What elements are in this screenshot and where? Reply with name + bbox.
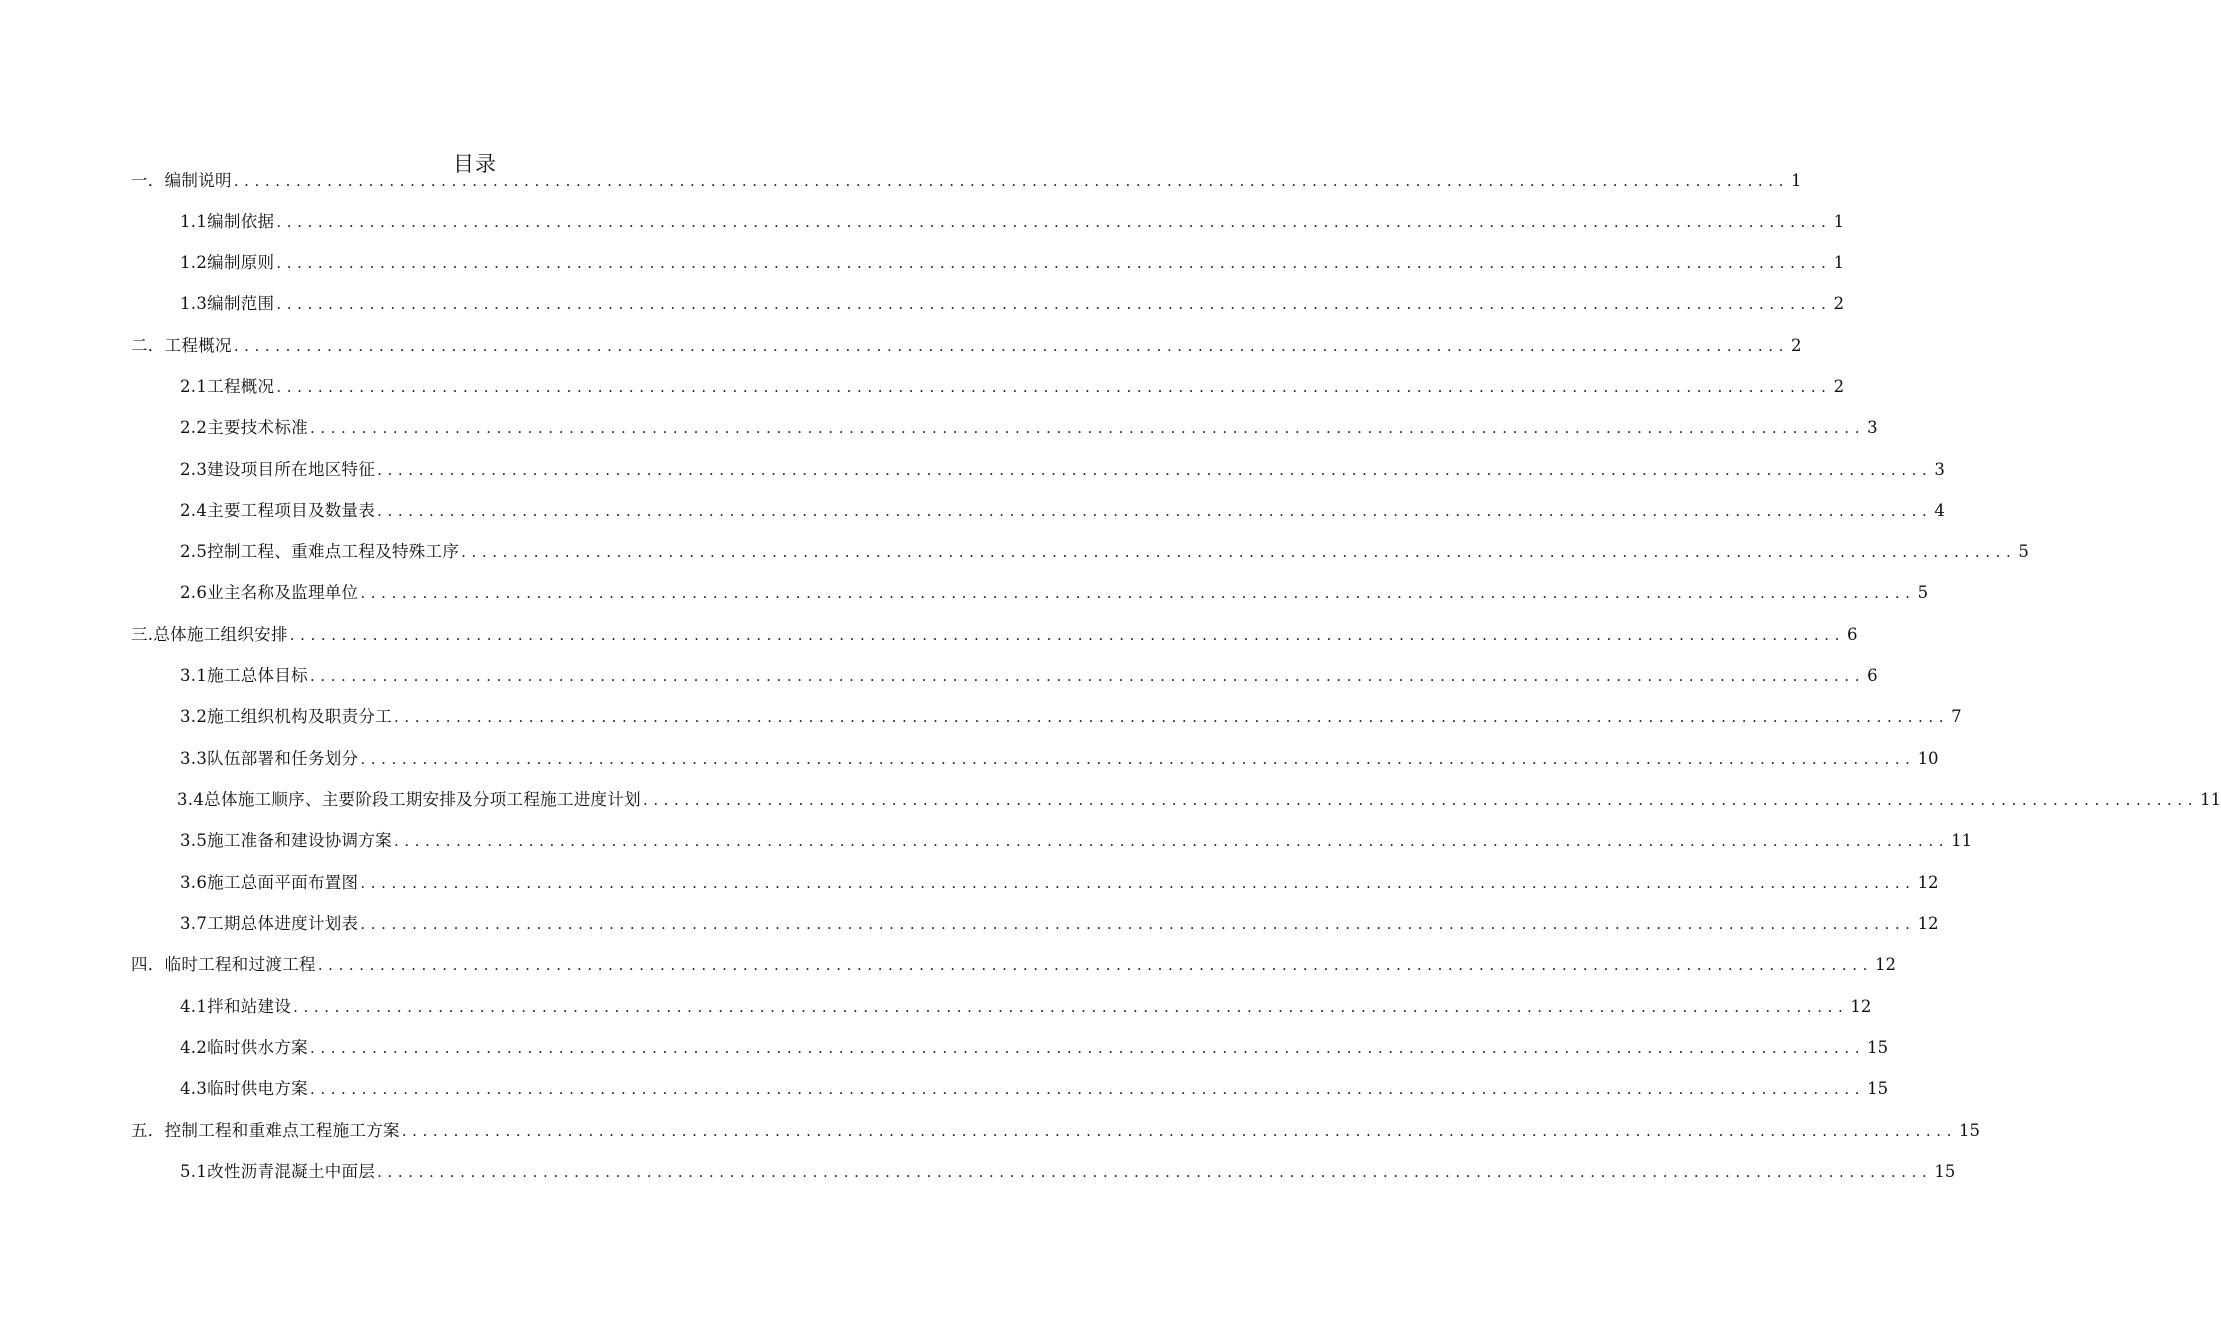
toc-page-number: 3 <box>1867 418 1878 437</box>
toc-entry-title: 3.2施工组织机构及职责分工 <box>180 707 392 726</box>
toc-dot-leader: ...................................................................................................................................................... <box>309 667 1866 685</box>
toc-entry[interactable] <box>131 333 1802 357</box>
toc-entry-title: 二．工程概况 <box>131 336 232 355</box>
toc-entry[interactable] <box>180 828 1973 852</box>
toc-page-number: 15 <box>1934 1162 1956 1181</box>
toc-dot-leader: ...................................................................................................................................................... <box>309 1039 1866 1057</box>
toc-entry[interactable] <box>180 209 1845 233</box>
toc-entry[interactable] <box>180 1035 1889 1059</box>
toc-entry-title: 3.1施工总体目标 <box>180 666 308 685</box>
toc-entry-title: 2.6业主名称及监理单位 <box>180 583 359 602</box>
toc-entry[interactable] <box>180 870 1939 894</box>
toc-entry[interactable] <box>180 580 1929 604</box>
toc-dot-leader: ...................................................................................................................................................... <box>642 791 2199 809</box>
toc-dot-leader: ...................................................................................................................................................... <box>360 750 1916 768</box>
toc-entry-title: 4.2临时供水方案 <box>180 1038 308 1057</box>
toc-entry-title: 1.1编制依据 <box>180 212 275 231</box>
toc-dot-leader: ...................................................................................................................................................... <box>377 1163 1933 1181</box>
toc-entry-title: 四．临时工程和过渡工程 <box>131 955 316 974</box>
toc-entry-title: 3.6施工总面平面布置图 <box>180 873 359 892</box>
toc-dot-leader: ...................................................................................................................................................... <box>377 461 1933 479</box>
toc-page-number: 5 <box>1917 583 1929 602</box>
toc-entry-title: 3.4总体施工顺序、主要阶段工期安排及分项工程施工进度计划 <box>177 790 641 809</box>
toc-entry[interactable] <box>131 952 1897 976</box>
toc-dot-leader: ...................................................................................................................................................... <box>360 874 1916 892</box>
toc-page-number: 15 <box>1867 1038 1889 1057</box>
toc-entry[interactable] <box>131 1118 1981 1142</box>
toc-page-number: 2 <box>1833 377 1845 396</box>
toc-entry-title: 2.4主要工程项目及数量表 <box>180 501 376 520</box>
toc-entry-title: 5.1改性沥青混凝土中面层 <box>180 1162 376 1181</box>
toc-page-number: 1 <box>1791 171 1802 190</box>
toc-page-number: 3 <box>1934 460 1945 479</box>
toc-page-number: 15 <box>1867 1079 1889 1098</box>
toc-page-number: 2 <box>1833 294 1845 313</box>
toc-entry-title: 五．控制工程和重难点工程施工方案 <box>131 1121 400 1140</box>
toc-page-number: 5 <box>2018 542 2029 561</box>
toc-dot-leader: ...................................................................................................................................................... <box>276 378 1832 396</box>
toc-dot-leader: ...................................................................................................................................................... <box>293 998 1849 1016</box>
page-title: 目录 <box>453 152 497 176</box>
toc-page-number: 10 <box>1917 749 1939 768</box>
toc-entry[interactable] <box>180 746 1939 770</box>
toc-dot-leader: ...................................................................................................................................................... <box>233 337 1790 355</box>
toc-entry-title: 一．编制说明 <box>131 171 232 190</box>
toc-entry-title: 3.7工期总体进度计划表 <box>180 914 359 933</box>
toc-page-number: 11 <box>2200 790 2221 809</box>
toc-dot-leader: ...................................................................................................................................................... <box>276 213 1832 231</box>
toc-page-number: 6 <box>1867 666 1878 685</box>
toc-page-number: 1 <box>1833 212 1845 231</box>
toc-dot-leader: ...................................................................................................................................................... <box>461 543 2017 561</box>
toc-page-number: 6 <box>1846 625 1858 644</box>
toc-page-number: 4 <box>1934 501 1945 520</box>
toc-page-number: 7 <box>1951 707 1962 726</box>
toc-entry[interactable] <box>180 415 1878 439</box>
toc-entry[interactable] <box>131 168 1802 192</box>
toc-entry[interactable] <box>180 250 1845 274</box>
toc-dot-leader: ...................................................................................................................................................... <box>309 419 1866 437</box>
toc-entry[interactable] <box>180 291 1845 315</box>
toc-page-number: 15 <box>1959 1121 1981 1140</box>
toc-entry-title: 2.2主要技术标准 <box>180 418 308 437</box>
toc-entry[interactable] <box>180 1159 1956 1183</box>
toc-dot-leader: ...................................................................................................................................................... <box>233 172 1790 190</box>
toc-entry[interactable] <box>180 1076 1889 1100</box>
toc-entry-title: 4.3临时供电方案 <box>180 1079 308 1098</box>
toc-entry[interactable] <box>131 622 1858 646</box>
toc-entry[interactable] <box>180 457 1945 481</box>
toc-entry-title: 3.3队伍部署和任务划分 <box>180 749 359 768</box>
toc-dot-leader: ...................................................................................................................................................... <box>393 708 1950 726</box>
toc-page-number: 11 <box>1951 831 1973 850</box>
toc-dot-leader: ...................................................................................................................................................... <box>289 626 1845 644</box>
toc-page-number: 12 <box>1875 955 1897 974</box>
toc-entry[interactable] <box>180 704 1962 728</box>
toc-dot-leader: ...................................................................................................................................................... <box>360 915 1916 933</box>
toc-entry-title: 1.2编制原则 <box>180 253 275 272</box>
toc-dot-leader: ...................................................................................................................................................... <box>276 295 1832 313</box>
toc-entry-title: 2.3建设项目所在地区特征 <box>180 460 376 479</box>
toc-page-number: 12 <box>1917 873 1939 892</box>
toc-page-number: 12 <box>1850 997 1872 1016</box>
toc-entry[interactable] <box>180 911 1939 935</box>
toc-dot-leader: ...................................................................................................................................................... <box>393 832 1950 850</box>
toc-entry-title: 三.总体施工组织安排 <box>131 625 288 644</box>
toc-entry-title: 1.3编制范围 <box>180 294 275 313</box>
toc-entry[interactable] <box>180 663 1878 687</box>
toc-page-number: 2 <box>1791 336 1802 355</box>
toc-page-number: 12 <box>1917 914 1939 933</box>
toc-entry-title: 3.5施工准备和建设协调方案 <box>180 831 392 850</box>
toc-dot-leader: ...................................................................................................................................................... <box>309 1080 1866 1098</box>
toc-dot-leader: ...................................................................................................................................................... <box>360 584 1916 602</box>
toc-dot-leader: ...................................................................................................................................................... <box>377 502 1933 520</box>
toc-entry[interactable] <box>177 787 2221 811</box>
toc-entry-title: 2.1工程概况 <box>180 377 275 396</box>
toc-entry[interactable] <box>180 374 1845 398</box>
toc-page-number: 1 <box>1833 253 1845 272</box>
toc-dot-leader: ...................................................................................................................................................... <box>401 1122 1958 1140</box>
toc-dot-leader: ...................................................................................................................................................... <box>317 956 1874 974</box>
toc-entry[interactable] <box>180 498 1945 522</box>
toc-entry-title: 2.5控制工程、重难点工程及特殊工序 <box>180 542 460 561</box>
toc-entry[interactable] <box>180 539 2029 563</box>
toc-dot-leader: ...................................................................................................................................................... <box>276 254 1832 272</box>
toc-entry[interactable] <box>180 994 1872 1018</box>
toc-entry-title: 4.1拌和站建设 <box>180 997 292 1016</box>
